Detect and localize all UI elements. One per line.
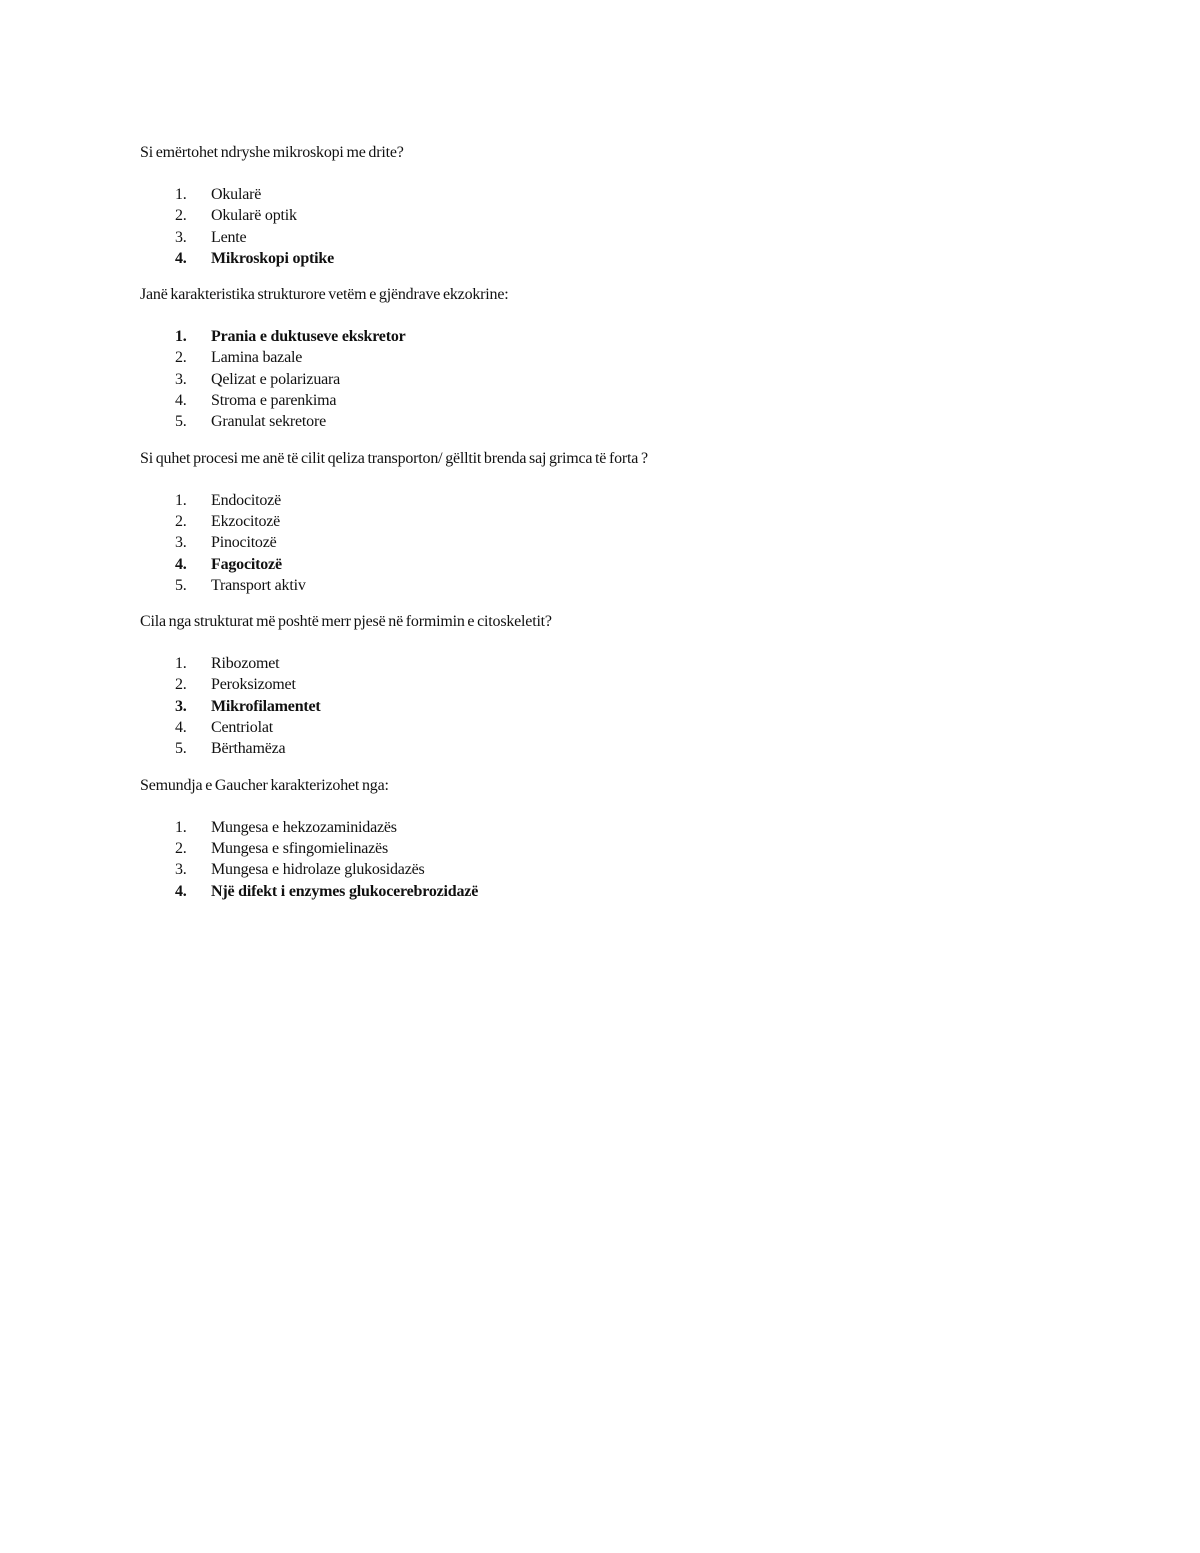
answer-option (140, 490, 1080, 511)
option-number: 3. (175, 534, 187, 552)
answer-option (140, 390, 1080, 411)
question-text: Si emërtohet ndryshe mikroskopi me drite? (140, 144, 404, 161)
option-text: Lamina bazale (211, 349, 303, 367)
option-number: 4. (175, 392, 187, 410)
answer-option (140, 575, 1080, 596)
answer-option (140, 817, 1080, 838)
question-block-2 (140, 282, 1080, 432)
question-text: Cila nga strukturat më poshtë merr pjesë në formimin e citoskeletit? (140, 613, 552, 631)
option-number: 4. (175, 555, 187, 573)
quiz-content (140, 140, 1080, 915)
question-text: Semundja e Gaucher karakterizohet nga: (140, 776, 389, 794)
option-text: Mikrofilamentet (211, 697, 321, 715)
option-number: 1. (175, 186, 187, 203)
option-number: 3. (175, 697, 187, 715)
option-text: Endocitozë (211, 491, 281, 509)
option-text: Stroma e parenkima (211, 392, 337, 410)
question-text: Janë karakteristika strukturore vetëm e gjëndrave ekzokrine: (140, 286, 509, 304)
option-number: 4. (175, 249, 187, 267)
option-number: 3. (175, 370, 187, 388)
option-text: Okularë optik (211, 207, 297, 225)
option-text: Mungesa e hidrolaze glukosidazës (211, 861, 425, 879)
answer-option (140, 532, 1080, 553)
option-text: Transport aktiv (211, 576, 306, 594)
correct-answer-option (140, 696, 1080, 717)
option-number: 2. (175, 512, 187, 530)
option-text: Mungesa e sfingomielinazës (211, 839, 388, 857)
option-number: 1. (175, 328, 187, 346)
option-text: Mungesa e hekzozaminidazës (211, 818, 397, 836)
answer-list (140, 653, 1080, 759)
question-block-3 (140, 446, 1080, 596)
option-number: 5. (175, 740, 187, 758)
answer-option (140, 717, 1080, 738)
option-number: 4. (175, 882, 187, 900)
option-text: Qelizat e polarizuara (211, 370, 341, 388)
answer-list (140, 184, 1080, 269)
answer-option (140, 674, 1080, 695)
option-text: Centriolat (211, 719, 273, 737)
correct-answer-option (140, 326, 1080, 347)
question-block-4 (140, 609, 1080, 759)
answer-option (140, 411, 1080, 432)
option-text: Bërthamëza (211, 740, 286, 758)
option-number: 3. (175, 861, 187, 879)
option-text: Lente (211, 228, 247, 246)
answer-option (140, 653, 1080, 674)
option-number: 3. (175, 228, 187, 246)
correct-answer-option (140, 881, 1080, 902)
answer-option (140, 859, 1080, 880)
option-number: 1. (175, 655, 187, 673)
answer-list (140, 490, 1080, 596)
option-text: Peroksizomet (211, 676, 296, 694)
answer-option (140, 205, 1080, 226)
option-number: 2. (175, 349, 187, 367)
option-text: Okularë (211, 186, 262, 203)
option-number: 4. (175, 719, 187, 737)
option-number: 5. (175, 576, 187, 594)
answer-option (140, 347, 1080, 368)
option-number: 2. (175, 676, 187, 694)
option-text: Një difekt i enzymes glukocerebrozidazë (211, 882, 479, 900)
question-block-1 (140, 140, 1080, 269)
option-text: Prania e duktuseve ekskretor (211, 328, 406, 346)
option-text: Pinocitozë (211, 534, 277, 552)
answer-option (140, 511, 1080, 532)
option-number: 1. (175, 491, 187, 509)
option-text: Mikroskopi optike (211, 249, 334, 267)
correct-answer-option (140, 248, 1080, 269)
answer-list (140, 326, 1080, 432)
option-text: Ekzocitozë (211, 512, 281, 530)
question-text: Si quhet procesi me anë të cilit qeliza transporton/ gëlltit brenda saj grimca të forta ? (140, 449, 648, 467)
answer-option (140, 369, 1080, 390)
answer-option (140, 227, 1080, 248)
correct-answer-option (140, 554, 1080, 575)
answer-option (140, 738, 1080, 759)
question-block-5 (140, 773, 1080, 902)
option-number: 2. (175, 207, 187, 225)
option-number: 5. (175, 413, 187, 431)
option-text: Granulat sekretore (211, 413, 327, 431)
option-text: Fagocitozë (211, 555, 282, 573)
option-text: Ribozomet (211, 655, 280, 673)
option-number: 1. (175, 818, 187, 836)
answer-option (140, 838, 1080, 859)
option-number: 2. (175, 839, 187, 857)
answer-option (140, 184, 1080, 205)
answer-list (140, 817, 1080, 902)
